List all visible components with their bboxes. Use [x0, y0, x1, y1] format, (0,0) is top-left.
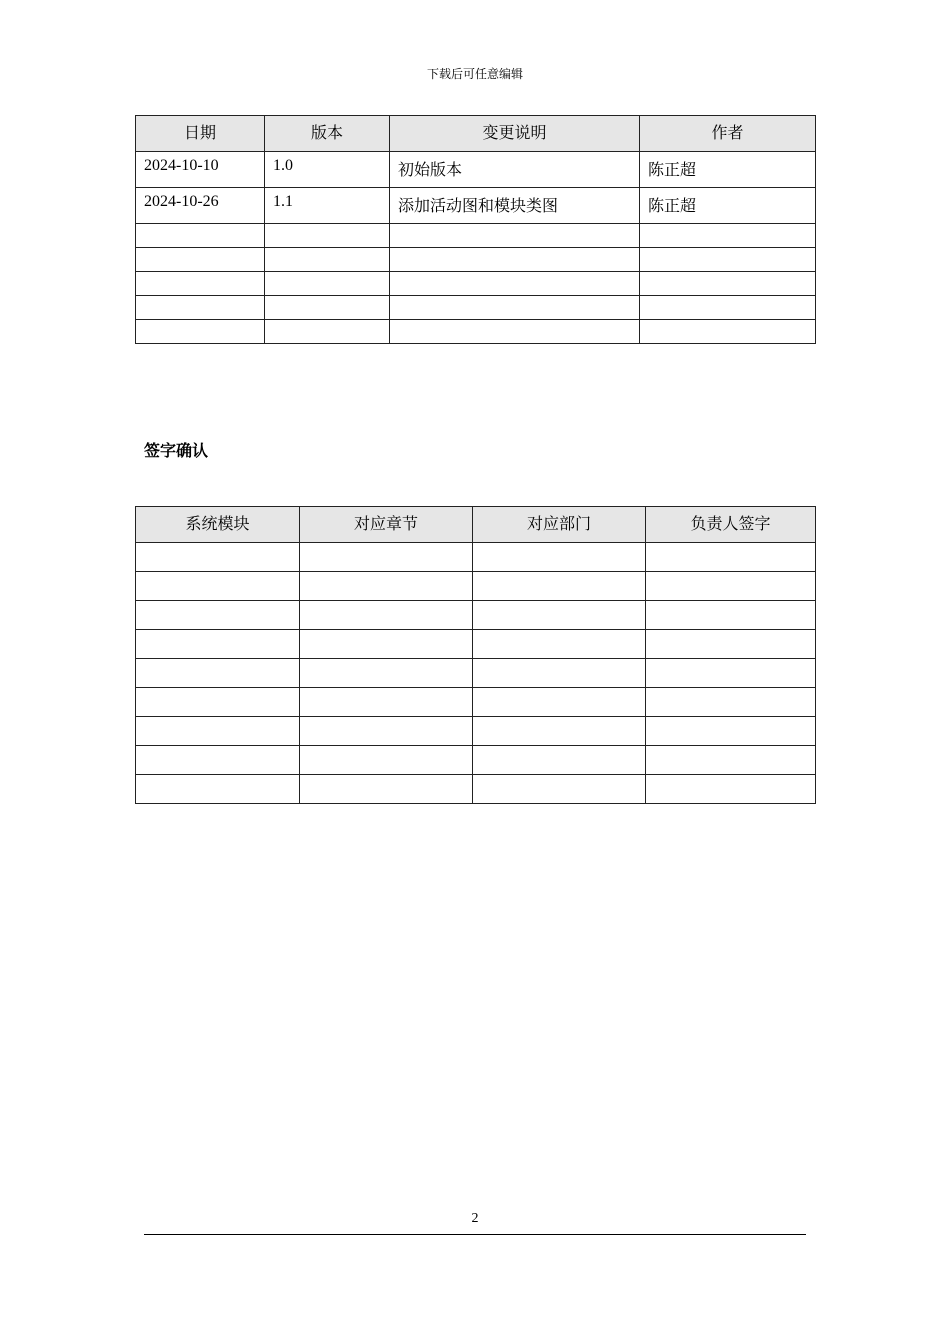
cell-section	[300, 601, 473, 630]
table-row	[136, 248, 816, 272]
table-row	[136, 688, 816, 717]
cell-signature	[646, 601, 816, 630]
table-row	[136, 224, 816, 248]
footer-divider	[144, 1234, 806, 1235]
cell-author	[640, 272, 816, 296]
cell-change-description	[390, 248, 640, 272]
column-header-version: 版本	[265, 116, 390, 152]
column-header-department: 对应部门	[473, 507, 646, 543]
cell-version: 1.1	[265, 188, 390, 224]
cell-author	[640, 320, 816, 344]
table-row	[136, 630, 816, 659]
cell-date: 2024-10-26	[136, 188, 265, 224]
cell-section	[300, 572, 473, 601]
signature-table	[135, 506, 816, 804]
cell-section	[300, 775, 473, 804]
cell-signature	[646, 659, 816, 688]
cell-section	[300, 543, 473, 572]
cell-department	[473, 630, 646, 659]
cell-system-module	[136, 630, 300, 659]
cell-system-module	[136, 543, 300, 572]
table-row	[136, 188, 816, 224]
table-row	[136, 320, 816, 344]
table-row	[136, 296, 816, 320]
cell-department	[473, 746, 646, 775]
revision-history-table	[135, 115, 816, 344]
cell-signature	[646, 630, 816, 659]
cell-department	[473, 688, 646, 717]
column-header-date: 日期	[136, 116, 265, 152]
cell-change-description	[390, 296, 640, 320]
cell-signature	[646, 717, 816, 746]
table-row	[136, 775, 816, 804]
cell-date	[136, 224, 265, 248]
column-header-change-description: 变更说明	[390, 116, 640, 152]
page-number: 2	[471, 1211, 479, 1226]
cell-version	[265, 272, 390, 296]
cell-version	[265, 224, 390, 248]
cell-department	[473, 543, 646, 572]
cell-change-description	[390, 320, 640, 344]
cell-section	[300, 659, 473, 688]
table-header-row	[136, 116, 816, 152]
cell-signature	[646, 775, 816, 804]
cell-department	[473, 775, 646, 804]
section-title-signature: 签字确认	[144, 443, 209, 460]
cell-department	[473, 717, 646, 746]
table-header-row	[136, 507, 816, 543]
cell-system-module	[136, 717, 300, 746]
cell-signature	[646, 543, 816, 572]
cell-author	[640, 296, 816, 320]
cell-date	[136, 248, 265, 272]
cell-signature	[646, 688, 816, 717]
table-row	[136, 746, 816, 775]
table-row	[136, 572, 816, 601]
cell-change-description: 初始版本	[390, 152, 640, 188]
cell-change-description	[390, 272, 640, 296]
cell-section	[300, 688, 473, 717]
table-row	[136, 601, 816, 630]
cell-author	[640, 224, 816, 248]
cell-section	[300, 717, 473, 746]
cell-version: 1.0	[265, 152, 390, 188]
cell-section	[300, 630, 473, 659]
cell-section	[300, 746, 473, 775]
table-row	[136, 543, 816, 572]
cell-system-module	[136, 775, 300, 804]
column-header-author: 作者	[640, 116, 816, 152]
cell-system-module	[136, 572, 300, 601]
cell-date	[136, 296, 265, 320]
table-row	[136, 717, 816, 746]
table-row	[136, 659, 816, 688]
table-row	[136, 152, 816, 188]
cell-signature	[646, 572, 816, 601]
cell-version	[265, 320, 390, 344]
page-header: 下载后可任意编辑	[426, 67, 523, 81]
column-header-signature: 负责人签字	[646, 507, 816, 543]
cell-department	[473, 659, 646, 688]
cell-date: 2024-10-10	[136, 152, 265, 188]
cell-change-description: 添加活动图和模块类图	[390, 188, 640, 224]
cell-system-module	[136, 688, 300, 717]
cell-system-module	[136, 659, 300, 688]
table-row	[136, 272, 816, 296]
cell-date	[136, 320, 265, 344]
cell-author	[640, 248, 816, 272]
cell-system-module	[136, 746, 300, 775]
cell-system-module	[136, 601, 300, 630]
cell-author: 陈正超	[640, 188, 816, 224]
cell-department	[473, 572, 646, 601]
cell-version	[265, 248, 390, 272]
cell-change-description	[390, 224, 640, 248]
column-header-section: 对应章节	[300, 507, 473, 543]
cell-author: 陈正超	[640, 152, 816, 188]
cell-version	[265, 296, 390, 320]
column-header-system-module: 系统模块	[136, 507, 300, 543]
cell-date	[136, 272, 265, 296]
cell-signature	[646, 746, 816, 775]
cell-department	[473, 601, 646, 630]
